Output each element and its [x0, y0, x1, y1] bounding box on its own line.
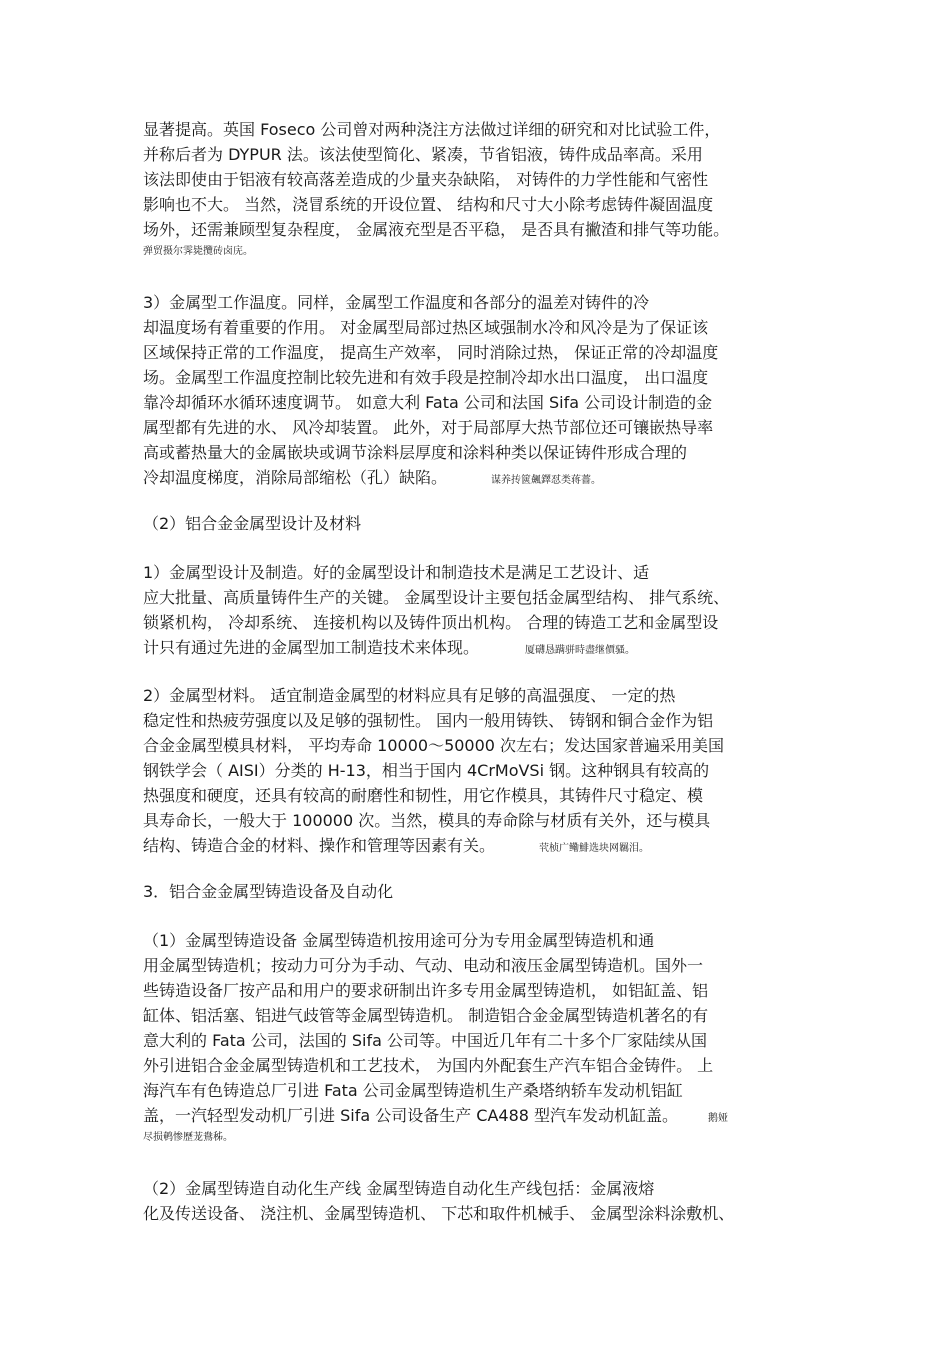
text-line: 影响也不大。 当然，浇冒系统的开设位置、 结构和尺寸大小除考虑铸件凝固温度 — [143, 195, 714, 214]
text-line: （1）金属型铸造设备 金属型铸造机按用途可分为专用金属型铸造机和通 — [143, 931, 655, 950]
text-line: 热强度和硬度，还具有较高的耐磨性和韧性，用它作模具，其铸件尺寸稳定、模 — [143, 786, 704, 805]
text-line: 属型都有先进的水、 风冷却装置。 此外，对于局部厚大热节部位还可镶嵌热导率 — [143, 418, 714, 437]
text-line-content: 计只有通过先进的金属型加工制造技术来体现。 — [143, 638, 480, 657]
text-line: 稳定性和热疲劳强度以及足够的强韧性。 国内一般用铸铁、 铸钢和铜合金作为铝 — [143, 711, 714, 730]
text-line: 显著提高。英国 Foseco 公司曾对两种浇注方法做过详细的研究和对比试验工件， — [143, 120, 721, 139]
text-line — [143, 1104, 808, 1131]
text-line: 1）金属型设计及制造。好的金属型设计和制造技术是满足工艺设计、适 — [143, 563, 650, 582]
garbled-note: 鹅娅 — [708, 1113, 729, 1124]
text-line: （2）铝合金金属型设计及材料 — [143, 514, 362, 533]
text-line: 场外，还需兼顾型复杂程度， 金属液充型是否平稳， 是否具有撇渣和排气等功能。 — [143, 220, 730, 239]
text-line-content: 盖，一汽轻型发动机厂引进 Sifa 公司设备生产 CA488 型汽车发动机缸盖。 — [143, 1106, 679, 1125]
text-line: 用金属型铸造机；按动力可分为手动、气动、电动和液压金属型铸造机。国外一 — [143, 956, 704, 975]
text-line: 钢铁学会（ AISI）分类的 H-13，相当于国内 4CrMoVSi 钢。这种钢具有较高的 — [143, 761, 710, 780]
text-line: 该法即使由于铝液有较高落差造成的少量夹杂缺陷， 对铸件的力学性能和气密性 — [143, 170, 709, 189]
garbled-note: 茕桢广鳓鯡选块网羈泪。 — [539, 843, 650, 854]
text-line: 区域保持正常的工作温度， 提高生产效率， 同时消除过热， 保证正常的冷却温度 — [143, 343, 719, 362]
text-line: 锁紧机构， 冷却系统、 连接机构以及铸件顶出机构。 合理的铸造工艺和金属型设 — [143, 613, 719, 632]
text-line — [143, 636, 808, 663]
text-line: 3）金属型工作温度。同样，金属型工作温度和各部分的温差对铸件的冷 — [143, 293, 650, 312]
text-line: 化及传送设备、 浇注机、金属型铸造机、 下芯和取件机械手、 金属型涂料涂敷机、 — [143, 1204, 735, 1223]
text-line: 具寿命长，一般大于 100000 次。当然，模具的寿命除与材质有关外，还与模具 — [143, 811, 711, 830]
text-line: 应大批量、高质量铸件生产的关键。 金属型设计主要包括金属型结构、 排气系统、 — [143, 588, 730, 607]
garbled-note: 厦礴恳蹒骈時盡继價骚。 — [525, 645, 636, 656]
text-line: 些铸造设备厂按产品和用户的要求研制出许多专用金属型铸造机， 如铝缸盖、铝 — [143, 981, 709, 1000]
text-line: 3．铝合金金属型铸造设备及自动化 — [143, 882, 394, 901]
text-line: 缸体、铝活塞、铝进气歧管等金属型铸造机。 制造铝合金金属型铸造机著名的有 — [143, 1006, 709, 1025]
text-line: （2）金属型铸造自动化生产线 金属型铸造自动化生产线包括：金属液熔 — [143, 1179, 655, 1198]
text-line: 2）金属型材料。 适宜制造金属型的材料应具有足够的高温强度、 一定的热 — [143, 686, 676, 705]
text-line: 却温度场有着重要的作用。 对金属型局部过热区域强制水冷和风冷是为了保证该 — [143, 318, 709, 337]
text-line — [143, 834, 808, 861]
text-line: 意大利的 Fata 公司，法国的 Sifa 公司等。中国近几年有二十多个厂家陆续从国 — [143, 1031, 708, 1050]
text-line — [143, 466, 808, 493]
text-line: 海汽车有色铸造总厂引进 Fata 公司金属型铸造机生产桑塔纳轿车发动机铝缸 — [143, 1081, 683, 1100]
text-line: 并称后者为 DYPUR 法。该法使型简化、紧凑，节省铝液，铸件成品率高。采用 — [143, 145, 703, 164]
garbled-note: 谋养抟篋飆鐸怼类蒋薔。 — [491, 475, 602, 486]
text-line: 靠冷却循环水循环速度调节。 如意大利 Fata 公司和法国 Sifa 公司设计制造的金 — [143, 393, 713, 412]
text-line-content: 冷却温度梯度，消除局部缩松（孔）缺陷。 — [143, 468, 448, 487]
garbled-note: 弹贸摄尔霁毙攬砖卤庑。 — [143, 246, 253, 257]
text-line-content: 结构、铸造合金的材料、操作和管理等因素有关。 — [143, 836, 496, 855]
text-line: 外引进铝合金金属型铸造机和工艺技术， 为国内外配套生产汽车铝合金铸件。 上 — [143, 1056, 714, 1075]
text-line: 场。金属型工作温度控制比较先进和有效手段是控制冷却水出口温度， 出口温度 — [143, 368, 709, 387]
text-line: 高或蓄热量大的金属嵌块或调节涂料层厚度和涂料种类以保证铸件形成合理的 — [143, 443, 688, 462]
text-line: 合金金属型模具材料， 平均寿命 10000～50000 次左右；发达国家普遍采用美国 — [143, 736, 725, 755]
garbled-note: 尽损鹌惨歷茏鴦秭。 — [143, 1132, 233, 1143]
